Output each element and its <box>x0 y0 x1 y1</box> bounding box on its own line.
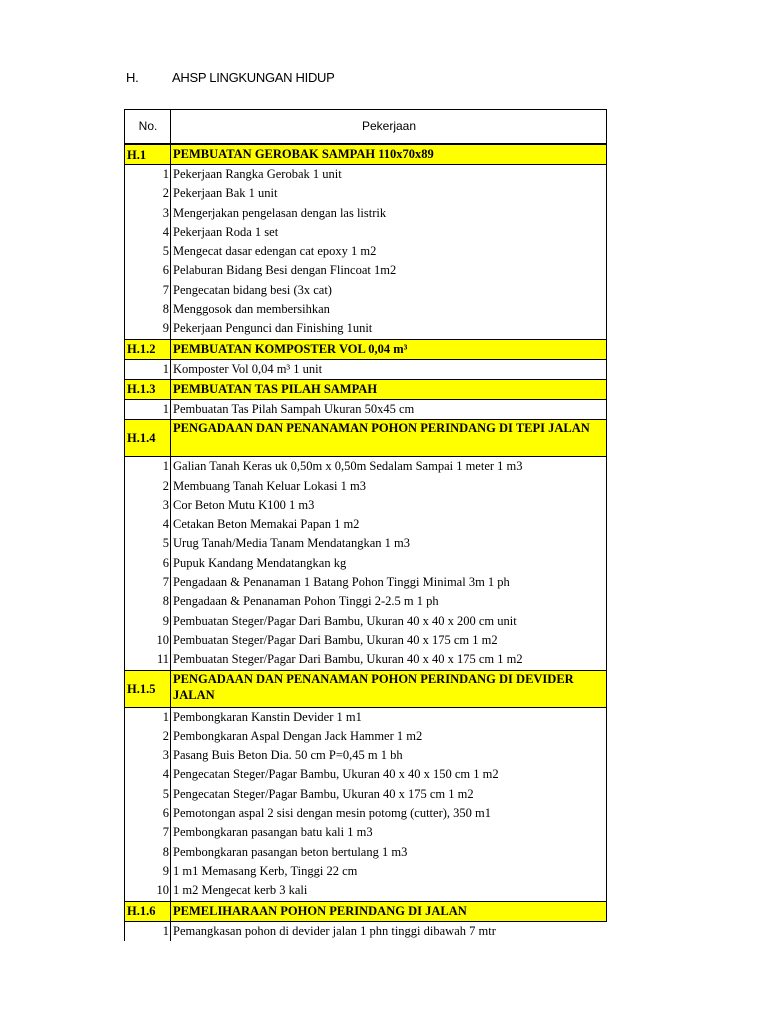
item-description: Mengecat dasar edengan cat epoxy 1 m2 <box>171 242 607 261</box>
table-row <box>125 554 607 573</box>
item-description: Pemotongan aspal 2 sisi dengan mesin potomg (cutter), 350 m1 <box>171 804 607 823</box>
item-description: Pengadaan & Penanaman Pohon Tinggi 2-2.5 m 1 ph <box>171 592 607 611</box>
section-code: H.1.6 <box>125 901 171 921</box>
item-number: 9 <box>125 319 171 339</box>
header-no: No. <box>125 110 171 145</box>
item-number: 2 <box>125 727 171 746</box>
item-description: Pupuk Kandang Mendatangkan kg <box>171 554 607 573</box>
item-description: Pembongkaran pasangan batu kali 1 m3 <box>171 823 607 842</box>
section-row <box>125 901 607 921</box>
table-header-row <box>125 110 607 145</box>
table-row <box>125 457 607 477</box>
section-title: PEMBUATAN TAS PILAH SAMPAH <box>171 379 607 399</box>
item-number: 10 <box>125 631 171 650</box>
item-description: Pembuatan Steger/Pagar Dari Bambu, Ukuran 40 x 40 x 200 cm unit <box>171 612 607 631</box>
item-description: Cetakan Beton Memakai Papan 1 m2 <box>171 515 607 534</box>
item-number: 1 <box>125 707 171 727</box>
table-row <box>125 359 607 379</box>
item-number: 8 <box>125 843 171 862</box>
item-number: 6 <box>125 554 171 573</box>
table-row <box>125 184 607 203</box>
table-row <box>125 650 607 670</box>
item-number: 7 <box>125 573 171 592</box>
table-row <box>125 496 607 515</box>
item-number: 4 <box>125 223 171 242</box>
item-description: Galian Tanah Keras uk 0,50m x 0,50m Sedalam Sampai 1 meter 1 m3 <box>171 457 607 477</box>
table-row <box>125 785 607 804</box>
section-row <box>125 420 607 457</box>
item-number: 6 <box>125 804 171 823</box>
table-row <box>125 727 607 746</box>
item-description: Pengecatan Steger/Pagar Bambu, Ukuran 40 x 40 x 150 cm 1 m2 <box>171 765 607 784</box>
section-code: H.1.2 <box>125 339 171 359</box>
item-description: Pembuatan Steger/Pagar Dari Bambu, Ukuran 40 x 175 cm 1 m2 <box>171 631 607 650</box>
item-description: Pembongkaran Aspal Dengan Jack Hammer 1 m2 <box>171 727 607 746</box>
item-number: 10 <box>125 881 171 901</box>
item-number: 1 <box>125 457 171 477</box>
table-row <box>125 300 607 319</box>
item-number: 2 <box>125 477 171 496</box>
item-description: Komposter Vol 0,04 m³ 1 unit <box>171 359 607 379</box>
table-row <box>125 515 607 534</box>
table-row <box>125 319 607 339</box>
table-row <box>125 165 607 185</box>
item-number: 5 <box>125 785 171 804</box>
ahsp-table <box>124 109 607 941</box>
item-number: 2 <box>125 184 171 203</box>
section-row <box>125 339 607 359</box>
table-row <box>125 223 607 242</box>
section-code: H.1 <box>125 144 171 165</box>
table-row <box>125 804 607 823</box>
table-row <box>125 399 607 419</box>
item-description: Pembongkaran Kanstin Devider 1 m1 <box>171 707 607 727</box>
item-number: 8 <box>125 592 171 611</box>
table-row <box>125 765 607 784</box>
item-number: 6 <box>125 261 171 280</box>
table-row <box>125 843 607 862</box>
item-description: Pengecatan bidang besi (3x cat) <box>171 281 607 300</box>
section-row <box>125 379 607 399</box>
item-description: Pemangkasan pohon di devider jalan 1 phn tinggi dibawah 7 mtr <box>173 923 496 938</box>
table-row <box>125 281 607 300</box>
item-description: Pasang Buis Beton Dia. 50 cm P=0,45 m 1 bh <box>171 746 607 765</box>
item-description: Pekerjaan Rangka Gerobak 1 unit <box>171 165 607 185</box>
section-code: H.1.3 <box>125 379 171 399</box>
section-row <box>125 670 607 707</box>
item-number: 5 <box>125 534 171 553</box>
item-description: Pelaburan Bidang Besi dengan Flincoat 1m2 <box>171 261 607 280</box>
item-number: 11 <box>125 650 171 670</box>
document-title <box>126 70 335 85</box>
title-code: H. <box>126 70 139 85</box>
item-description: Pengadaan & Penanaman 1 Batang Pohon Tinggi Minimal 3m 1 ph <box>171 573 607 592</box>
table-row <box>125 204 607 223</box>
item-number: 3 <box>125 746 171 765</box>
item-number: 9 <box>125 612 171 631</box>
item-number: 7 <box>125 281 171 300</box>
item-number: 4 <box>125 765 171 784</box>
table-row <box>125 862 607 881</box>
table-row <box>125 921 607 941</box>
item-number: 5 <box>125 242 171 261</box>
item-number: 7 <box>125 823 171 842</box>
item-description: Pembuatan Steger/Pagar Dari Bambu, Ukuran 40 x 40 x 175 cm 1 m2 <box>171 650 607 670</box>
table-row <box>125 573 607 592</box>
item-description: Pekerjaan Roda 1 set <box>171 223 607 242</box>
item-number: 3 <box>125 204 171 223</box>
item-description: Urug Tanah/Media Tanam Mendatangkan 1 m3 <box>171 534 607 553</box>
item-description: Pekerjaan Pengunci dan Finishing 1unit <box>171 319 607 339</box>
item-number: 1 <box>125 921 171 941</box>
item-description: 1 m1 Memasang Kerb, Tinggi 22 cm <box>171 862 607 881</box>
item-number: 9 <box>125 862 171 881</box>
item-number: 1 <box>125 165 171 185</box>
item-description: Pembuatan Tas Pilah Sampah Ukuran 50x45 cm <box>171 399 607 419</box>
item-description: Pekerjaan Bak 1 unit <box>171 184 607 203</box>
section-title: PEMBUATAN GEROBAK SAMPAH 110x70x89 <box>171 144 607 165</box>
section-title: PENGADAAN DAN PENANAMAN POHON PERINDANG DI DEVIDER JALAN <box>171 670 607 707</box>
table-row <box>125 746 607 765</box>
section-title: PEMBUATAN KOMPOSTER VOL 0,04 m³ <box>171 339 607 359</box>
table-row <box>125 707 607 727</box>
item-description: Cor Beton Mutu K100 1 m3 <box>171 496 607 515</box>
item-number: 3 <box>125 496 171 515</box>
item-description: Pembongkaran pasangan beton bertulang 1 m3 <box>171 843 607 862</box>
item-number: 1 <box>125 399 171 419</box>
section-title: PENGADAAN DAN PENANAMAN POHON PERINDANG DI TEPI JALAN <box>171 420 607 457</box>
item-number: 4 <box>125 515 171 534</box>
table-row <box>125 631 607 650</box>
table-row <box>125 242 607 261</box>
section-code: H.1.5 <box>125 670 171 707</box>
item-description: Membuang Tanah Keluar Lokasi 1 m3 <box>171 477 607 496</box>
table-row <box>125 477 607 496</box>
section-row <box>125 144 607 165</box>
table-row <box>125 881 607 901</box>
item-number: 1 <box>125 359 171 379</box>
table-row <box>125 612 607 631</box>
table-row <box>125 261 607 280</box>
item-description: Menggosok dan membersihkan <box>171 300 607 319</box>
title-text: AHSP LINGKUNGAN HIDUP <box>172 70 335 85</box>
item-number: 8 <box>125 300 171 319</box>
header-work: Pekerjaan <box>171 110 607 145</box>
item-description: Mengerjakan pengelasan dengan las listrik <box>171 204 607 223</box>
table-row <box>125 823 607 842</box>
item-description: 1 m2 Mengecat kerb 3 kali <box>171 881 607 901</box>
table-row <box>125 534 607 553</box>
item-description: Pengecatan Steger/Pagar Bambu, Ukuran 40 x 175 cm 1 m2 <box>171 785 607 804</box>
table-row <box>125 592 607 611</box>
section-title: PEMELIHARAAN POHON PERINDANG DI JALAN <box>171 901 607 921</box>
section-code: H.1.4 <box>125 420 171 457</box>
